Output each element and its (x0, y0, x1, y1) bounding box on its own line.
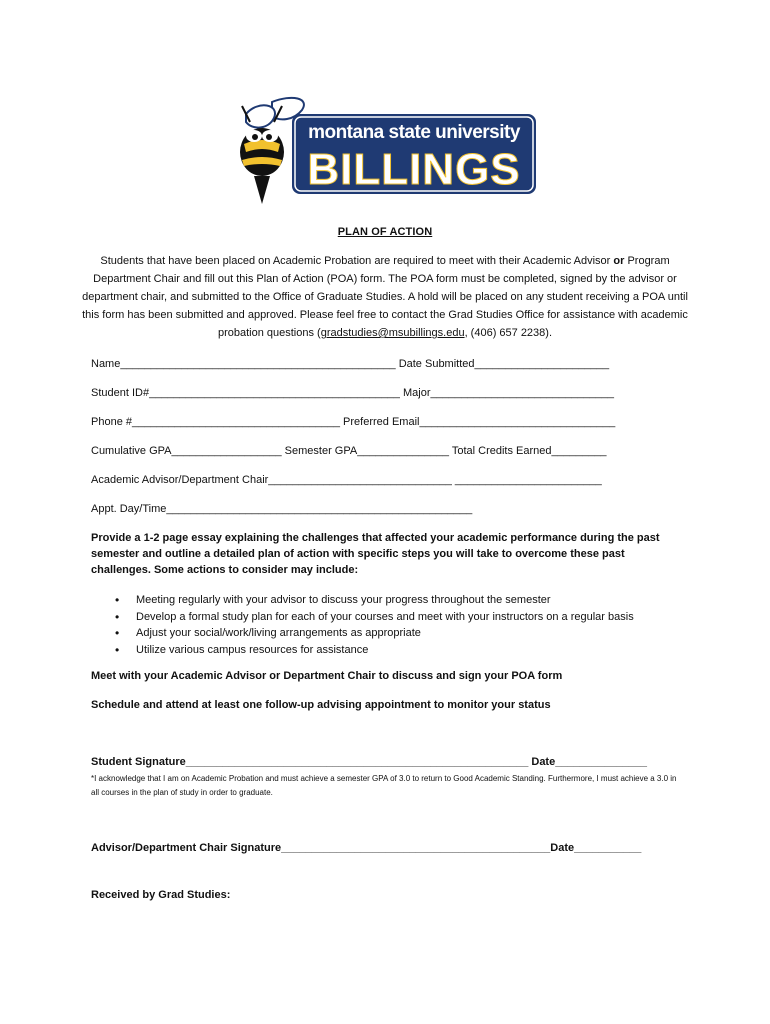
acknowledgement-text: *I acknowledge that I am on Academic Probation and must achieve a semester GPA of 3.0 to return to Good Academic Standing. Furthermore, I must achieve a 3.0 in all courses in the plan of study in order to graduate. (91, 774, 677, 797)
list-item: • Develop a formal study plan for each of your courses and meet with your instructors on a regular basis (115, 609, 634, 626)
msu-billings-logo (232, 92, 538, 210)
intro-paragraph (80, 252, 690, 342)
intro-text-2: Program Department Chair and fill out this Plan of Action (POA) form. The POA form must be completed, signed by the advisor or department chair, and submitted to the Office of Graduate Studies. A hold will be placed on any student receiving a POA until this form has been submitted and approved. Please feel free to contact the Grad Studies Office for assistance with academic probation questions ( (82, 255, 688, 339)
essay-prompt: Provide a 1-2 page essay explaining the challenges that affected your academic performance during the past semester and outline a detailed plan of action with specific steps you will take to overcome these past challenges. Some actions to consider may include: (91, 532, 660, 576)
gpa-credits-field[interactable]: Cumulative GPA__________________ Semester GPA_______________ Total Credits Earned_________ (91, 445, 607, 457)
received-by-grad-studies: Received by Grad Studies: (91, 889, 231, 901)
name-date-field[interactable]: Name_____________________________________________ Date Submitted______________________ (91, 358, 610, 370)
advisor-field[interactable]: Academic Advisor/Department Chair______________________________ ________________________ (91, 474, 602, 486)
list-item: • Meeting regularly with your advisor to discuss your progress throughout the semester (115, 592, 634, 609)
student-id-major-field[interactable]: Student ID#_________________________________________ Major______________________________ (91, 387, 615, 399)
logo-line-1: montana state university (308, 122, 520, 143)
instruction-follow-up: Schedule and attend at least one follow-up advising appointment to monitor your status (91, 699, 551, 711)
intro-bold-word: or (613, 255, 625, 267)
suggested-actions-list (115, 592, 634, 658)
phone-email-field[interactable]: Phone #__________________________________ Preferred Email________________________________ (91, 416, 616, 428)
logo-line-2: BILLINGS (307, 145, 521, 194)
intro-text-3: , (406) 657 2238). (464, 327, 553, 339)
grad-studies-email-link[interactable]: gradstudies@msubillings.edu (320, 327, 465, 339)
list-item: • Utilize various campus resources for assistance (115, 642, 634, 659)
page-title: PLAN OF ACTION (337, 226, 433, 238)
intro-text-1: Students that have been placed on Academic Probation are required to meet with their Academic Advisor (100, 255, 614, 267)
appointment-field[interactable]: Appt. Day/Time__________________________________________________ (91, 503, 473, 515)
advisor-signature-field[interactable]: Advisor/Department Chair Signature____________________________________________Date___________ (91, 842, 642, 854)
list-item: • Adjust your social/work/living arrangements as appropriate (115, 625, 634, 642)
student-signature-field[interactable]: Student Signature________________________________________________________ Date_______________ (91, 756, 647, 768)
instruction-meet-advisor: Meet with your Academic Advisor or Department Chair to discuss and sign your POA form (91, 670, 563, 682)
